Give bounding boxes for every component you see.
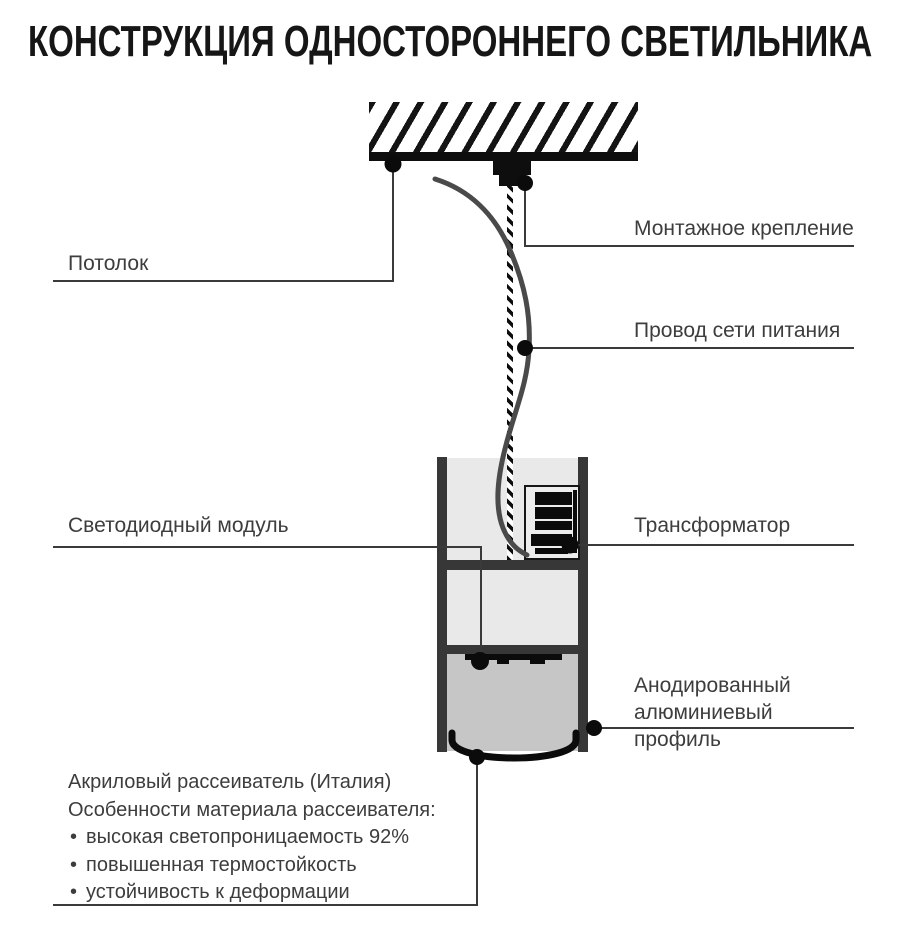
diffuser-feature-list (68, 824, 488, 907)
transformer-vent-slat (535, 521, 572, 530)
page-title: КОНСТРУКЦИЯ ОДНОСТОРОННЕГО СВЕТИЛЬНИКА (28, 17, 873, 66)
led-module-tab (530, 660, 545, 664)
diffuser-note-subtitle: Особенности материала рассеивателя: (68, 798, 436, 821)
callout-dot-aluminum-profile (586, 720, 602, 736)
suspension-cable (507, 161, 513, 560)
callout-line-led-module (53, 547, 481, 659)
transformer-vent-slat (535, 507, 572, 519)
diffuser-note (68, 769, 488, 907)
ceiling-hatch (369, 102, 638, 152)
label-aluminum-profile: Анодированный алюминиевый профиль (634, 674, 791, 751)
feature-item (68, 824, 488, 852)
label-transformer: Трансформатор (634, 514, 791, 537)
led-module-bar (465, 654, 562, 660)
transformer-side-strip (573, 490, 577, 553)
callout-dot-power-cord (517, 340, 533, 356)
diffuser-note-title: Акриловый рассеиватель (Италия) (68, 771, 392, 793)
feature-text: высокая светопроницаемость 92% (86, 826, 409, 848)
bullet-marker: • (70, 881, 78, 903)
transformer-vent-slat (535, 492, 572, 505)
label-ceiling: Потолок (68, 252, 149, 275)
transformer-box (524, 485, 580, 560)
feature-item (68, 879, 488, 907)
transformer-vent-slat (531, 534, 572, 546)
mounting-bracket-lower (499, 174, 525, 186)
luminaire-diffuser-cavity (447, 654, 578, 751)
bullet-marker: • (70, 853, 78, 876)
feature-item (68, 852, 488, 880)
led-module-tab (497, 660, 509, 664)
label-mounting-bracket: Монтажное крепление (634, 217, 854, 240)
profile-divider-upper (437, 560, 588, 570)
feature-text: повышенная термостойкость (86, 853, 357, 876)
bullet-marker: • (70, 826, 78, 848)
profile-wall-left (437, 457, 447, 752)
transformer-vent-slat (535, 548, 568, 554)
profile-divider-lower (437, 645, 588, 654)
mounting-bracket (493, 160, 531, 175)
callout-dot-diffuser (469, 749, 485, 765)
luminaire-middle-cavity (447, 570, 578, 645)
feature-text: устойчивость к деформации (86, 881, 350, 903)
label-power-cord: Провод сети питания (634, 319, 841, 342)
label-led-module: Светодиодный модуль (68, 514, 289, 537)
